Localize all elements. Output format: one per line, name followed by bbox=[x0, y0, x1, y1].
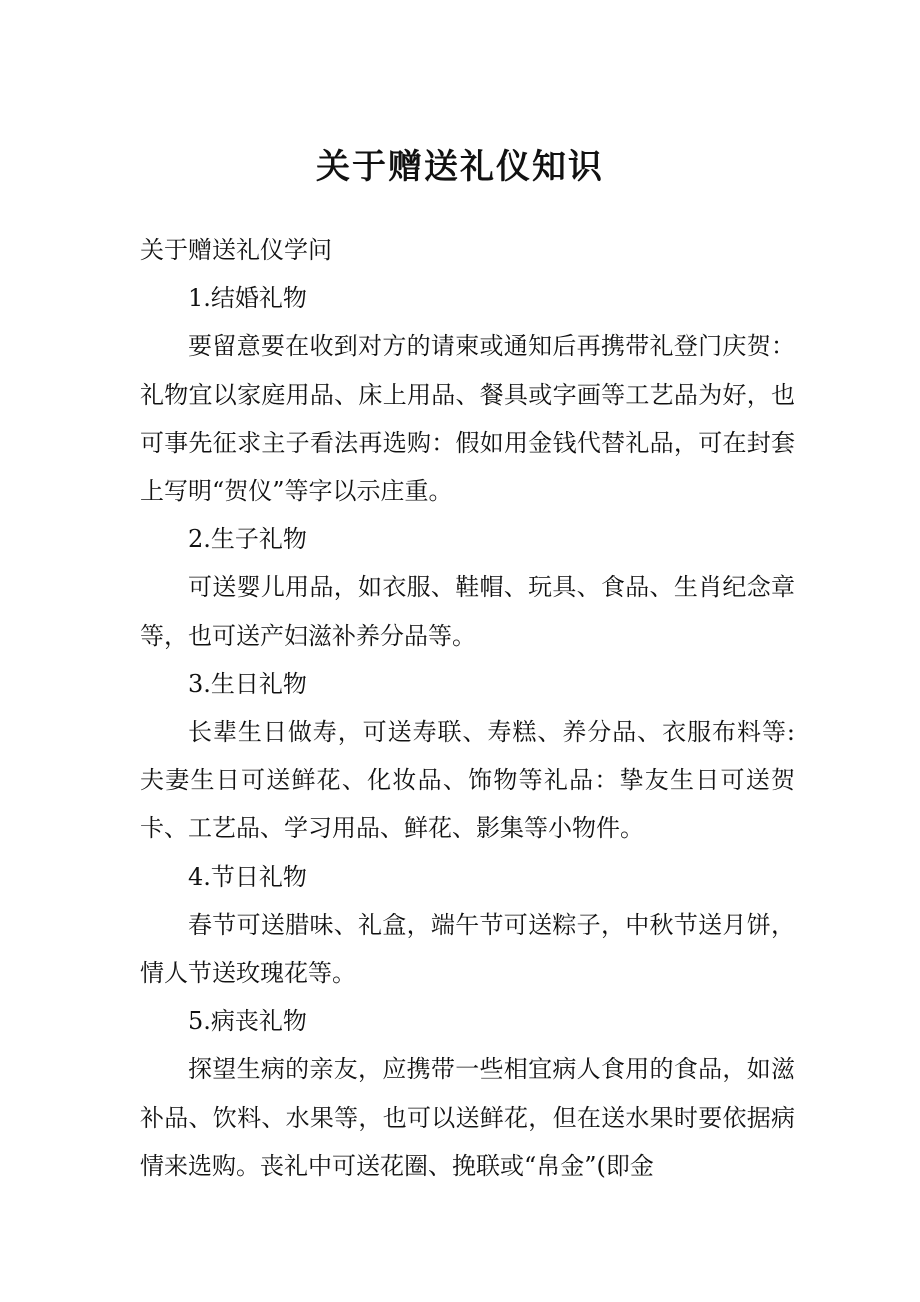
document-subtitle: 关于赠送礼仪学问 bbox=[140, 236, 332, 264]
section-heading-illness-funeral: 5.病丧礼物 bbox=[188, 1007, 307, 1036]
section-body-holiday: 春节可送腊味、礼盒，端午节可送粽子，中秋节送月饼，情人节送玫瑰花等。 bbox=[140, 910, 795, 988]
section-heading-birthday: 3.生日礼物 bbox=[188, 669, 307, 698]
section-heading-wedding: 1.结婚礼物 bbox=[188, 284, 307, 313]
document-title: 关于赠送礼仪知识 bbox=[316, 147, 604, 187]
section-body-birthday: 长辈生日做寿，可送寿联、寿糕、养分品、衣服布料等:夫妻生日可送鲜花、化妆品、饰物等礼品：挚友生日可送贺卡、工艺品、学习用品、鲜花、影集等小物件。 bbox=[140, 718, 795, 843]
section-body-wedding: 要留意要在收到对方的请柬或通知后再携带礼登门庆贺：礼物宜以家庭用品、床上用品、餐具或字画等工艺品为好，也可事先征求主子看法再选购：假如用金钱代替礼品，可在封套上写明“贺仪”等字以示庄重。 bbox=[140, 332, 795, 506]
document-body bbox=[140, 226, 795, 1190]
section-heading-birth: 2.生子礼物 bbox=[188, 525, 307, 554]
section-heading-holiday: 4.节日礼物 bbox=[188, 862, 307, 891]
section-body-birth: 可送婴儿用品，如衣服、鞋帽、玩具、食品、生肖纪念章等，也可送产妇滋补养分品等。 bbox=[140, 573, 795, 650]
section-body-illness-funeral: 探望生病的亲友，应携带一些相宜病人食用的食品，如滋补品、饮料、水果等，也可以送鲜花，但在送水果时要依据病情来选购。丧礼中可送花圈、挽联或“帛金”(即金 bbox=[140, 1055, 795, 1180]
